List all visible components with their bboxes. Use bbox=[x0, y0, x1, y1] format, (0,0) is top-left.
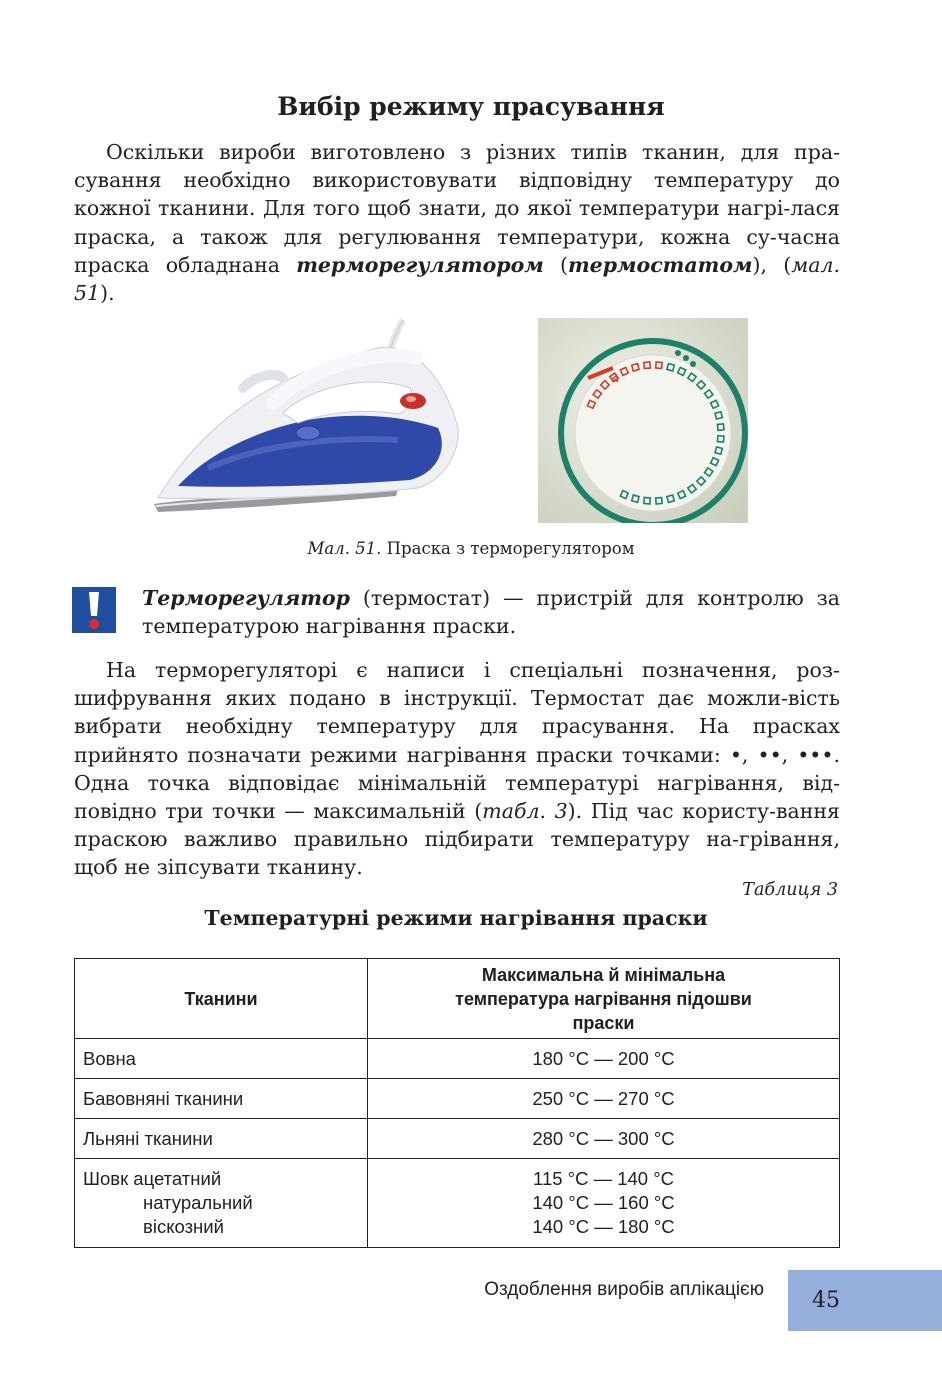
table-reference: табл. 3 bbox=[482, 799, 568, 824]
header-temperature: Максимальна й мінімальна температура нагрівання підошви праски bbox=[368, 959, 840, 1039]
fabric-cell: Льняні тканини bbox=[75, 1119, 368, 1159]
definition-text: Терморегулятор (термостат) — пристрій для контролю за температурою нагрівання праски. bbox=[142, 586, 840, 639]
table-row bbox=[75, 1039, 840, 1079]
page-number-box bbox=[788, 1270, 942, 1331]
temp-viscose: 140 °С — 180 °С bbox=[532, 1216, 675, 1237]
temperature-cell bbox=[368, 1159, 840, 1248]
temperature-cell: 280 °С — 300 °С bbox=[368, 1119, 840, 1159]
definition-term: Терморегулятор bbox=[142, 586, 350, 610]
temperature-table bbox=[74, 958, 840, 1248]
section-heading: Вибір режиму прасування bbox=[277, 92, 665, 121]
term-thermostat: термостатом bbox=[567, 252, 753, 277]
temperature-cell: 250 °С — 270 °С bbox=[368, 1079, 840, 1119]
fabric-cell: Вовна bbox=[75, 1039, 368, 1079]
figure-caption: Мал. 51. Праска з терморегулятором bbox=[307, 539, 635, 558]
body-paragraph: На терморегуляторі є написи і спеціальні позначення, роз-шифрування яких подано в інструкції. Термостат дає можли-вість вибрати необхідну температуру для прасування. На прасках прийнято позначати режими нагрівання праски точками: •, ••, •••. Одна точка відповідає мінімальній температурі нагрівання, від-повідно три точки — максимальній (табл. 3). Під час користу-вання праскою важливо правильно підбирати температуру на-грівання, щоб не зіпсувати тканину. bbox=[74, 658, 840, 880]
intro-paragraph: Оскільки вироби виготовлено з різних типів тканин, для пра-сування необхідно використовувати відповідну температуру до кожної тканини. Для того щоб знати, до якої температури нагрі-лася праска, а також для регулювання температури, кожна су-часна праска обладнана терморегулятором (термостатом), (мал. 51). bbox=[74, 140, 840, 306]
fabric-cell bbox=[75, 1159, 368, 1248]
svg-text:✿: ✿ bbox=[612, 375, 620, 385]
iron-image bbox=[148, 318, 468, 518]
table-label: Таблиця 3 bbox=[742, 880, 838, 900]
footer-section-title: Оздоблення виробів аплікацією bbox=[484, 1279, 764, 1300]
silk-viscose: віскозний bbox=[143, 1216, 224, 1237]
fabric-cell: Бавовняні тканини bbox=[75, 1079, 368, 1119]
table-row bbox=[75, 1159, 840, 1248]
table-title: Температурні режими нагрівання праски bbox=[204, 906, 708, 930]
table-header-row bbox=[75, 959, 840, 1039]
silk-acetate: Шовк ацетатний bbox=[83, 1168, 222, 1189]
exclamation-icon bbox=[72, 587, 116, 633]
page-number: 45 bbox=[812, 1288, 840, 1313]
silk-natural: натуральний bbox=[143, 1192, 253, 1213]
temp-natural: 140 °С — 160 °С bbox=[532, 1192, 675, 1213]
temperature-cell: 180 °С — 200 °С bbox=[368, 1039, 840, 1079]
table-row bbox=[75, 1119, 840, 1159]
temp-acetate: 115 °С — 140 °С bbox=[533, 1168, 674, 1189]
term-thermoregulator: терморегулятором bbox=[296, 252, 544, 277]
thermostat-dial-image bbox=[538, 318, 748, 523]
figure-reference: мал. 51 bbox=[74, 252, 840, 306]
header-fabrics: Тканини bbox=[75, 959, 368, 1039]
table-row bbox=[75, 1079, 840, 1119]
